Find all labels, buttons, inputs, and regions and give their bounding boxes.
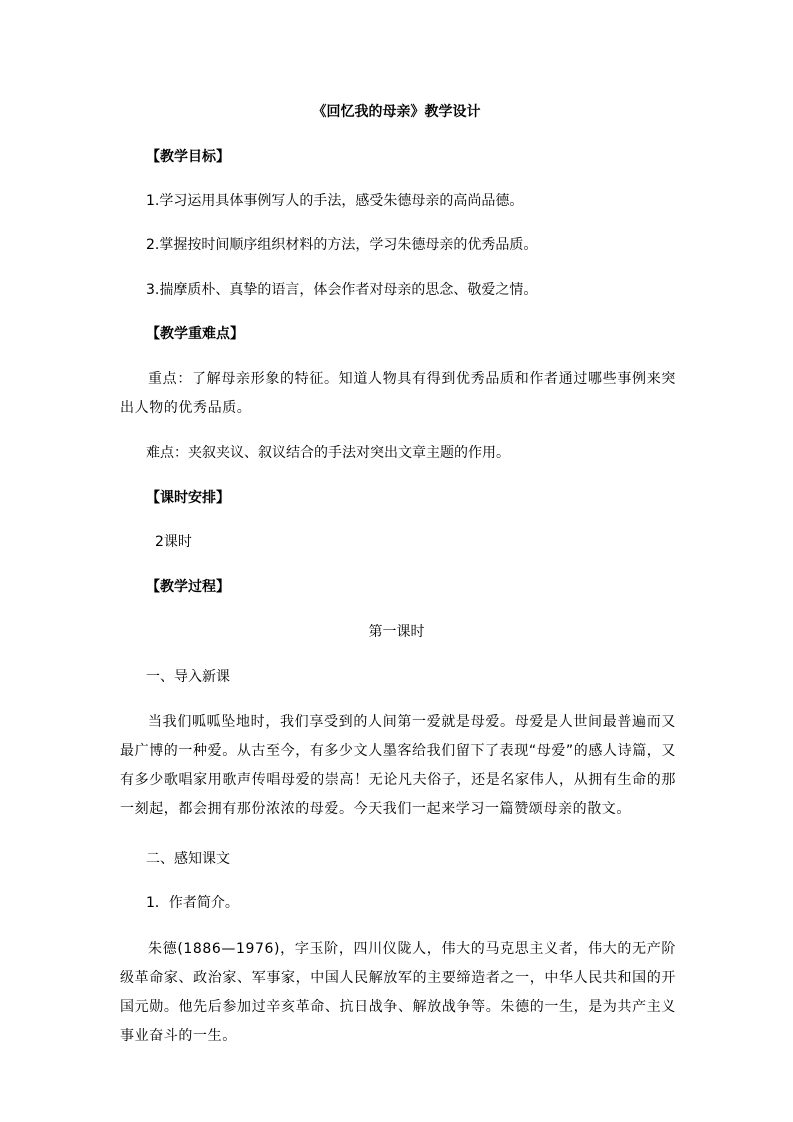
schedule-value: 2课时 — [155, 534, 192, 550]
goal-item-1: 1.学习运用具体事例写人的手法，感受朱德母亲的高尚品德。 — [146, 193, 524, 209]
difficulty-text: 难点：夹叙夹议、叙议结合的手法对突出文章主题的作用。 — [146, 445, 510, 461]
section2-paragraph: 朱德(1886—1976)，字玉阶，四川仪陇人，伟大的马克思主义者，伟大的无产阶级革命家、政治家、军事家，中国人民解放军的主要缔造者之一，中华人民共和国的开国元勋。他先后参加过辛亥革命、抗日战争、解放战争等。朱德的一生，是为共产主义事业奋斗的一生。 — [120, 941, 676, 1044]
goal-item-3: 3.揣摩质朴、真挚的语言，体会作者对母亲的思念、敬爱之情。 — [146, 282, 538, 298]
section1-paragraph: 当我们呱呱坠地时，我们享受到的人间第一爱就是母爱。母爱是人世间最普遍而又最广博的一种爱。从古至今，有多少文人墨客给我们留下了表现“母爱”的感人诗篇，又有多少歌唱家用歌声传唱母爱的崇高！无论凡夫俗子，还是名家伟人，从拥有生命的那一刻起，都会拥有那份浓浓的母爱。今天我们一起来学习一篇赞颂母亲的散文。 — [120, 714, 676, 817]
process-heading: 【教学过程】 — [146, 579, 230, 595]
section1-heading: 一、导入新课 — [146, 669, 230, 685]
key-point-text: 重点：了解母亲形象的特征。知道人物具有得到优秀品质和作者通过哪些事例来突出人物的优秀品质。 — [120, 371, 676, 416]
schedule-heading: 【课时安排】 — [146, 490, 230, 506]
goal-item-2: 2.掌握按时间顺序组织材料的方法，学习朱德母亲的优秀品质。 — [146, 237, 538, 253]
section2-heading: 二、感知课文 — [146, 851, 230, 867]
lesson-title: 第一课时 — [368, 624, 425, 640]
section2-item-1: 1．作者简介。 — [146, 895, 239, 911]
document-title: 《回忆我的母亲》教学设计 — [312, 104, 481, 120]
goals-heading: 【教学目标】 — [146, 149, 230, 165]
key-points-heading: 【教学重难点】 — [146, 326, 244, 342]
